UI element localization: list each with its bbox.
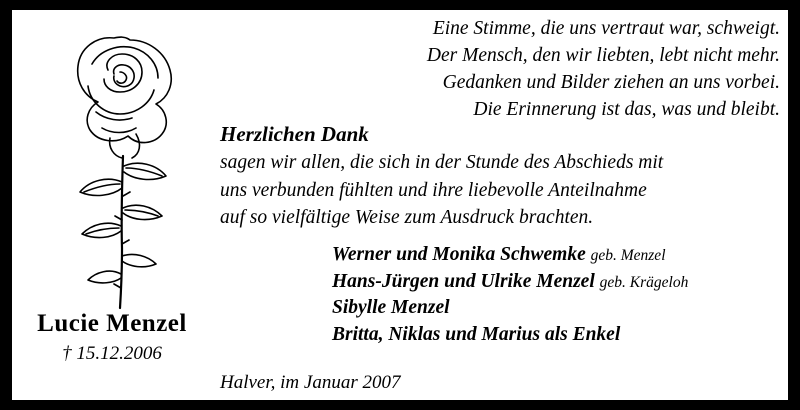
poem-line: Die Erinnerung ist das, was und bleibt. (473, 98, 780, 120)
poem-line: Gedanken und Bilder ziehen an uns vorbei. (442, 71, 780, 93)
deceased-name: Lucie Menzel (37, 310, 187, 337)
family-member (332, 295, 782, 322)
family-member-suffix: geb. Krägeloh (599, 273, 689, 291)
deceased-block (12, 310, 212, 366)
thanks-line: auf so vielfältige Weise zum Ausdruck brachten. (220, 207, 594, 229)
family-member-names: Werner und Monika Schwemke (332, 244, 586, 265)
poem-line: Der Mensch, den wir liebten, lebt nicht mehr. (426, 44, 780, 66)
place-and-date: Halver, im Januar 2007 (220, 372, 401, 393)
family-member (332, 322, 782, 349)
thanks-body (220, 149, 778, 232)
thanks-block (220, 122, 778, 232)
family-member (332, 242, 782, 269)
right-column (212, 10, 788, 400)
family-member-names: Sibylle Menzel (332, 297, 450, 319)
obituary-inner (12, 10, 788, 400)
family-member-suffix: geb. Menzel (590, 247, 666, 264)
family-member-names: Britta, Niklas und Marius als Enkel (332, 323, 621, 345)
thanks-line: sagen wir allen, die sich in der Stunde des Abschieds mit (220, 152, 664, 173)
poem-block (212, 16, 780, 124)
family-list (332, 242, 782, 348)
family-member (332, 269, 782, 296)
deceased-death-date: † 15.12.2006 (62, 342, 162, 364)
thanks-title: Herzlichen Dank (220, 122, 369, 146)
left-column (12, 10, 212, 400)
family-member-names: Hans-Jürgen und Ulrike Menzel (332, 270, 595, 292)
rose-flower-illustration-icon (52, 16, 192, 316)
thanks-line: uns verbunden fühlten und ihre liebevolle Anteilnahme (220, 179, 647, 201)
poem-line: Eine Stimme, die uns vertraut war, schweigt. (432, 18, 780, 39)
